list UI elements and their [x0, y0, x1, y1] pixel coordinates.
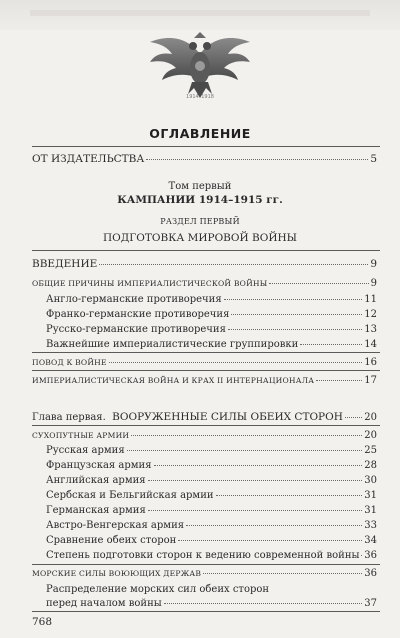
toc-subentry-line[interactable]: Распределение морских сил обеих сторон [46, 584, 270, 595]
divider [32, 611, 380, 612]
toc-subentry[interactable]: Степень подготовки сторон к ведению современной войны 36 [46, 550, 377, 561]
divider [32, 146, 380, 147]
faded-header-text [30, 10, 370, 16]
previous-page-edge [0, 0, 400, 30]
volume-label: Том первый [168, 181, 232, 192]
divider [32, 425, 380, 426]
double-headed-eagle-emblem-icon [148, 28, 252, 102]
page-number: 768 [32, 616, 53, 628]
section-label: РАЗДЕЛ ПЕРВЫЙ [160, 217, 240, 226]
divider [32, 564, 380, 565]
toc-subentry[interactable]: Франко-германские противоречия 12 [46, 309, 377, 320]
toc-subentry[interactable]: Английская армия 30 [46, 475, 377, 486]
toc-subentry[interactable]: Германская армия 31 [46, 505, 377, 516]
toc-subentry[interactable]: Австро-Венгерская армия 33 [46, 520, 377, 531]
toc-entry-naval-forces[interactable]: МОРСКИЕ СИЛЫ ВОЮЮЩИХ ДЕРЖАВ 36 [32, 568, 377, 579]
emblem-years: 1914–1918 [186, 94, 214, 100]
divider [32, 370, 380, 371]
toc-subentry[interactable]: Сравнение обеих сторон 34 [46, 535, 377, 546]
toc-subentry[interactable]: перед началом войны 37 [46, 598, 377, 609]
toc-entry-causes[interactable]: ОБЩИЕ ПРИЧИНЫ ИМПЕРИАЛИСТИЧЕСКОЙ ВОЙНЫ 9 [32, 278, 377, 289]
toc-subentry[interactable]: Англо-германские противоречия 11 [46, 294, 377, 305]
section-title: ПОДГОТОВКА МИРОВОЙ ВОЙНЫ [103, 232, 297, 244]
divider [32, 250, 380, 251]
toc-entry-publisher[interactable]: ОТ ИЗДАТЕЛЬСТВА 5 [32, 153, 377, 165]
toc-entry-land-armies[interactable]: СУХОПУТНЫЕ АРМИИ 20 [32, 430, 377, 441]
toc-subentry[interactable]: Французская армия 28 [46, 460, 377, 471]
toc-subentry[interactable]: Важнейшие империалистические группировки 14 [46, 339, 377, 350]
toc-entry-intro[interactable]: ВВЕДЕНИЕ 9 [32, 258, 377, 270]
toc-subentry[interactable]: Сербская и Бельгийская армии 31 [46, 490, 377, 501]
toc-entry-chapter-1[interactable]: Глава первая. ВООРУЖЕННЫЕ СИЛЫ ОБЕИХ СТОРОН 20 [32, 411, 377, 423]
toc-entry-imperialist[interactable]: ИМПЕРИАЛИСТИЧЕСКАЯ ВОЙНА И КРАХ II ИНТЕРНАЦИОНАЛА 17 [32, 375, 377, 386]
volume-title: КАМПАНИИ 1914–1915 гг. [117, 194, 283, 206]
toc-subentry[interactable]: Русско-германские противоречия 13 [46, 324, 377, 335]
toc-subentry[interactable]: Русская армия 25 [46, 445, 377, 456]
divider [32, 352, 380, 353]
page-title: ОГЛАВЛЕНИЕ [149, 126, 251, 141]
toc-entry-pretext[interactable]: ПОВОД К ВОЙНЕ 16 [32, 357, 377, 368]
